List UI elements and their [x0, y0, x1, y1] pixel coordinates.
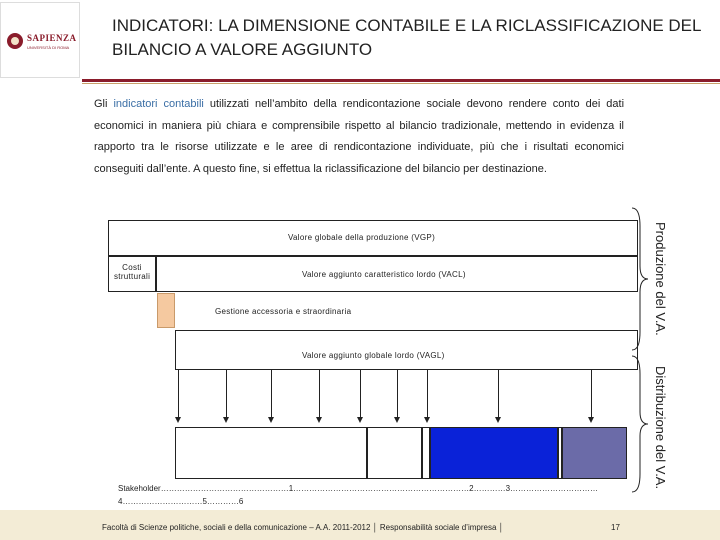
distribution-brace [630, 354, 650, 494]
header-divider [82, 79, 720, 82]
arrow-head [357, 417, 363, 423]
production-label: Produzione del V.A. [653, 222, 668, 336]
arrow-head [495, 417, 501, 423]
university-seal-icon [7, 33, 23, 49]
arrow-line [319, 370, 320, 418]
arrow-head [268, 417, 274, 423]
arrow-head [316, 417, 322, 423]
arrow-line [591, 370, 592, 418]
vagl-label: Valore aggiunto globale lordo (VAGL) [302, 351, 445, 360]
vacl-label: Valore aggiunto caratteristico lordo (VACL) [302, 270, 466, 279]
logo-subtext: UNIVERSITÀ DI ROMA [27, 45, 70, 50]
arrow-head [394, 417, 400, 423]
distribution-label: Distribuzione del V.A. [653, 366, 668, 490]
arrow-head [588, 417, 594, 423]
header-divider-accent [82, 83, 720, 84]
para-prefix: Gli [94, 98, 114, 110]
arrow-head [223, 417, 229, 423]
intro-paragraph [94, 94, 624, 180]
slide-title: INDICATORI: LA DIMENSIONE CONTABILE E LA RICLASSIFICAZIONE DEL BILANCIO A VALORE AGGIUNTO [112, 16, 701, 59]
production-brace [630, 206, 650, 352]
distribution-box-4 [430, 427, 558, 479]
para-highlight: indicatori contabili [113, 98, 204, 110]
distribution-box-6 [562, 427, 627, 479]
vagl-box [175, 330, 638, 370]
arrow-head [424, 417, 430, 423]
logo-text: SAPIENZA [27, 33, 77, 43]
gestione-label: Gestione accessoria e straordinaria [215, 307, 352, 316]
arrow-line [178, 370, 179, 418]
gestione-box [157, 293, 175, 328]
distribution-box-2 [367, 427, 422, 479]
footer-text: Facoltà di Scienze politiche, sociali e della comunicazione – A.A. 2011-2012 │ Responsabilità sociale d’impresa │ [102, 523, 504, 532]
distribution-box-1 [175, 427, 367, 479]
costi-label: Costi strutturali [114, 263, 151, 281]
page-number: 17 [611, 523, 620, 532]
vgp-label: Valore globale della produzione (VGP) [288, 233, 436, 242]
arrow-line [271, 370, 272, 418]
slide-header [0, 0, 720, 80]
arrow-line [226, 370, 227, 418]
arrow-line [498, 370, 499, 418]
university-logo [0, 2, 80, 78]
arrow-line [427, 370, 428, 418]
para-rest: utilizzati nell’ambito della rendicontazione sociale devono rendere conto dei dati economici in maniera più chiara e comprensibile rispetto al bilancio tradizionale, mettendo in evidenza il rapporto tra le risorse utilizzate e le aree di rendicontazione individuate, più che i risultati economici conseguiti dall’ente. A questo fine, si effettua la riclassificazione del bilancio per destinazione. [94, 98, 625, 175]
arrow-line [397, 370, 398, 418]
stakeholder-line: Stakeholder…………………………………………1…………………………………………………………2…………3……………………………4…………………………5…………6 [118, 484, 599, 506]
arrow-head [175, 417, 181, 423]
arrow-line [360, 370, 361, 418]
distribution-box-3 [422, 427, 430, 479]
